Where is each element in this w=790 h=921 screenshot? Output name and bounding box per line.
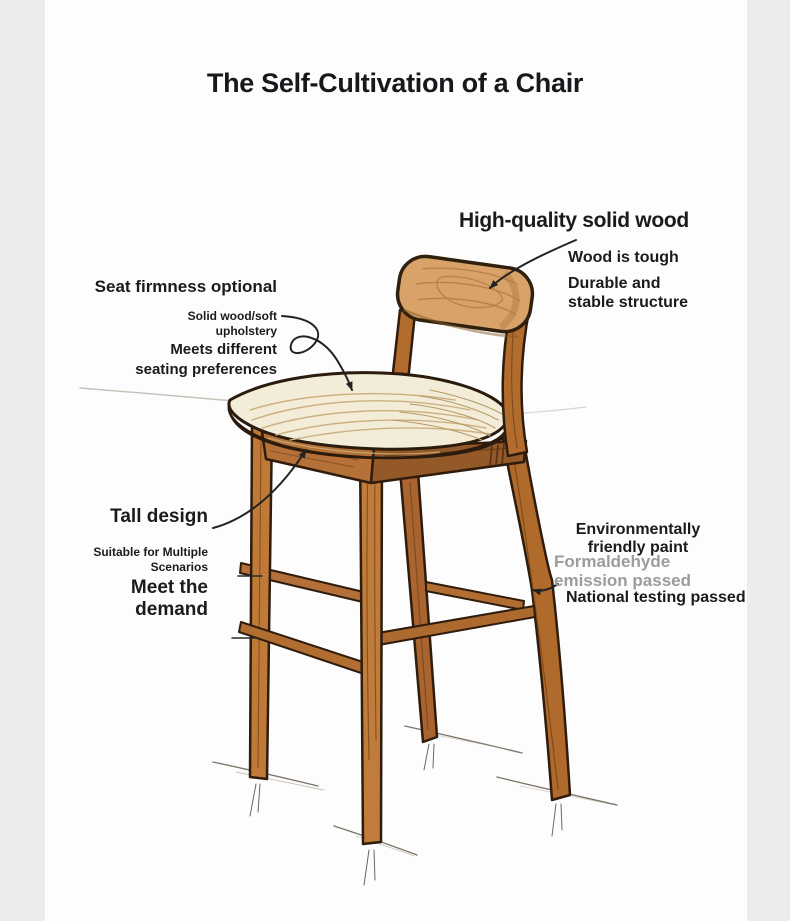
callout-paint-line2: friendly paint xyxy=(587,539,689,556)
callout-seat xyxy=(37,277,277,379)
callout-tall-line2: demand xyxy=(135,599,208,620)
left-leg xyxy=(250,422,272,779)
callout-paint-national: National testing passed xyxy=(566,589,746,606)
callout-seat-line2: seating preferences xyxy=(135,361,277,378)
callout-paint-gray1: Formaldehyde xyxy=(554,552,671,571)
callout-paint-line1: Environmentally xyxy=(575,521,701,538)
callout-wood-line1: Wood is tough xyxy=(568,249,679,266)
callout-seat-heading: Seat firmness optional xyxy=(94,277,277,296)
callout-seat-small2: upholstery xyxy=(215,324,277,338)
front-leg xyxy=(360,440,382,844)
backrest-panel xyxy=(394,253,536,339)
rear-stretcher xyxy=(426,582,524,610)
callout-paint-gray xyxy=(554,552,691,590)
callout-wood-line2: Durable and xyxy=(568,275,661,292)
page-title: The Self-Cultivation of a Chair xyxy=(206,68,584,98)
callout-tall-line1: Meet the xyxy=(130,577,208,598)
callout-wood-heading: High-quality solid wood xyxy=(459,209,689,232)
front-stretcher xyxy=(372,606,535,646)
callout-tall xyxy=(0,506,208,619)
callout-paint-gray2: emission passed xyxy=(554,571,692,590)
callout-tall-small2: Scenarios xyxy=(150,560,208,574)
back-leg xyxy=(400,470,437,742)
callout-tall-heading: Tall design xyxy=(110,506,208,527)
callout-wood-line3: stable structure xyxy=(568,294,689,311)
callout-seat-small1: Solid wood/soft xyxy=(187,309,277,323)
callout-seat-line1: Meets different xyxy=(170,341,277,358)
callout-tall-small1: Suitable for Multiple xyxy=(93,545,208,559)
callout-wood-body xyxy=(568,248,688,312)
